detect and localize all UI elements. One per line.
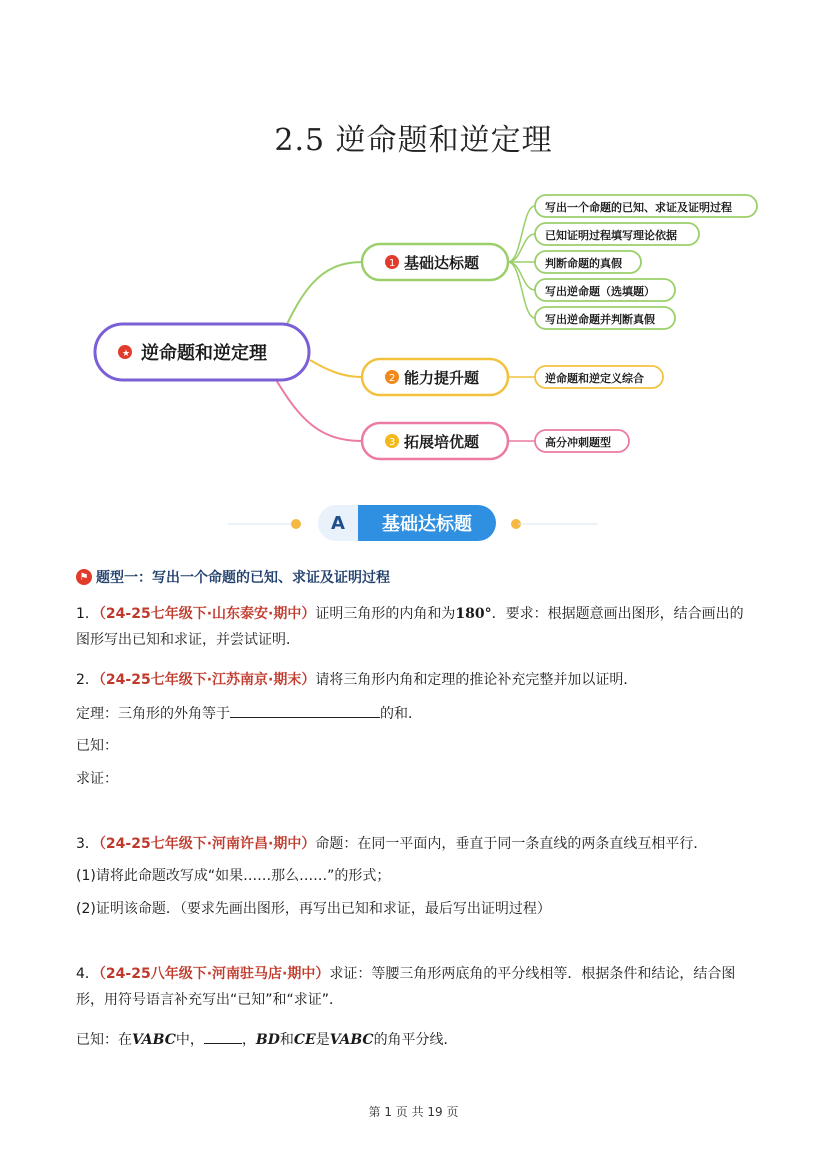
svg-text:写出逆命题并判断真假: 写出逆命题并判断真假 — [545, 313, 655, 326]
banner-label: 基础达标题 — [358, 505, 496, 541]
leaf-3-1 — [535, 430, 629, 452]
question-2-theorem: 定理：三角形的外角等于 的和． — [76, 703, 756, 724]
leaf-1-3 — [535, 251, 641, 273]
branch-connector-3 — [275, 378, 362, 441]
question-1: 1．（24-25七年级下·山东泰安·期中）证明三角形的内角和为180°．要求：根据题意画出图形，结合画出的 图形写出已知和求证，并尝试证明． — [76, 606, 744, 648]
leaf-2-1 — [535, 366, 663, 388]
question-3: 3．（24-25七年级下·河南许昌·期中）命题：在同一平面内，垂直于同一条直线的两条直线互相平行． — [76, 836, 708, 852]
branch-label-2: 能力提升题 — [404, 369, 480, 387]
branch-label-3: 拓展培优题 — [404, 433, 480, 451]
mindmap-root — [95, 324, 309, 380]
flag-icon: ⚑ — [76, 569, 92, 585]
leaf-1-2 — [535, 223, 699, 245]
question-4: 4．（24-25八年级下·河南驻马店·期中）求证：等腰三角形两底角的平分线相等．根据条件和结论，结合图 形，用符号语言补充写出“已知”和“求证”． — [76, 966, 736, 1008]
question-2-prove: 求证： — [76, 771, 118, 787]
leaf-1-5 — [535, 307, 675, 329]
question-4-known: 已知：在VABC中， ，BD和CE是VABC的角平分线． — [76, 1029, 756, 1050]
svg-text:写出逆命题（选填题）: 写出逆命题（选填题） — [545, 285, 655, 298]
leaf-1-4 — [535, 279, 675, 301]
branch-connector-2 — [310, 360, 362, 377]
question-3-part-1: (1)请将此命题改写成“如果……那么……”的形式； — [76, 868, 391, 884]
answer-blank — [204, 1029, 242, 1044]
question-2-known: 已知： — [76, 738, 118, 754]
question-3-part-2: (2)证明该命题．（要求先画出图形，再写出已知和求证，最后写出证明过程） — [76, 901, 551, 917]
mindmap-root-label: 逆命题和逆定理 — [141, 343, 267, 364]
svg-text:1: 1 — [389, 258, 396, 269]
page-title: 2.5 逆命题和逆定理 — [274, 123, 553, 158]
svg-text:★: ★ — [122, 349, 131, 359]
question-type-heading: ⚑ 题型一：写出一个命题的已知、求证及证明过程 — [76, 567, 390, 587]
mindmap-branch-1 — [362, 244, 508, 280]
answer-blank — [230, 703, 380, 718]
page-footer: 第 1 页 共 19 页 — [368, 1105, 459, 1119]
section-banner — [228, 503, 598, 545]
mindmap-branch-3 — [362, 423, 508, 459]
svg-text:3: 3 — [389, 437, 396, 448]
leaf-1-1 — [535, 195, 757, 217]
banner-letter: A — [318, 505, 358, 541]
svg-text:写出一个命题的已知、求证及证明过程: 写出一个命题的已知、求证及证明过程 — [545, 201, 732, 214]
question-2: 2．（24-25七年级下·江苏南京·期末）请将三角形内角和定理的推论补充完整并加以证明． — [76, 672, 638, 688]
svg-text:逆命题和逆定义综合: 逆命题和逆定义综合 — [545, 372, 644, 385]
svg-text:高分冲刺题型: 高分冲刺题型 — [545, 436, 611, 449]
svg-text:判断命题的真假: 判断命题的真假 — [545, 257, 622, 270]
svg-text:已知证明过程填写理论依据: 已知证明过程填写理论依据 — [545, 229, 677, 242]
mindmap-branch-2 — [362, 359, 508, 395]
svg-text:2: 2 — [389, 373, 396, 384]
mind-map — [0, 0, 827, 480]
branch-label-1: 基础达标题 — [404, 254, 480, 272]
